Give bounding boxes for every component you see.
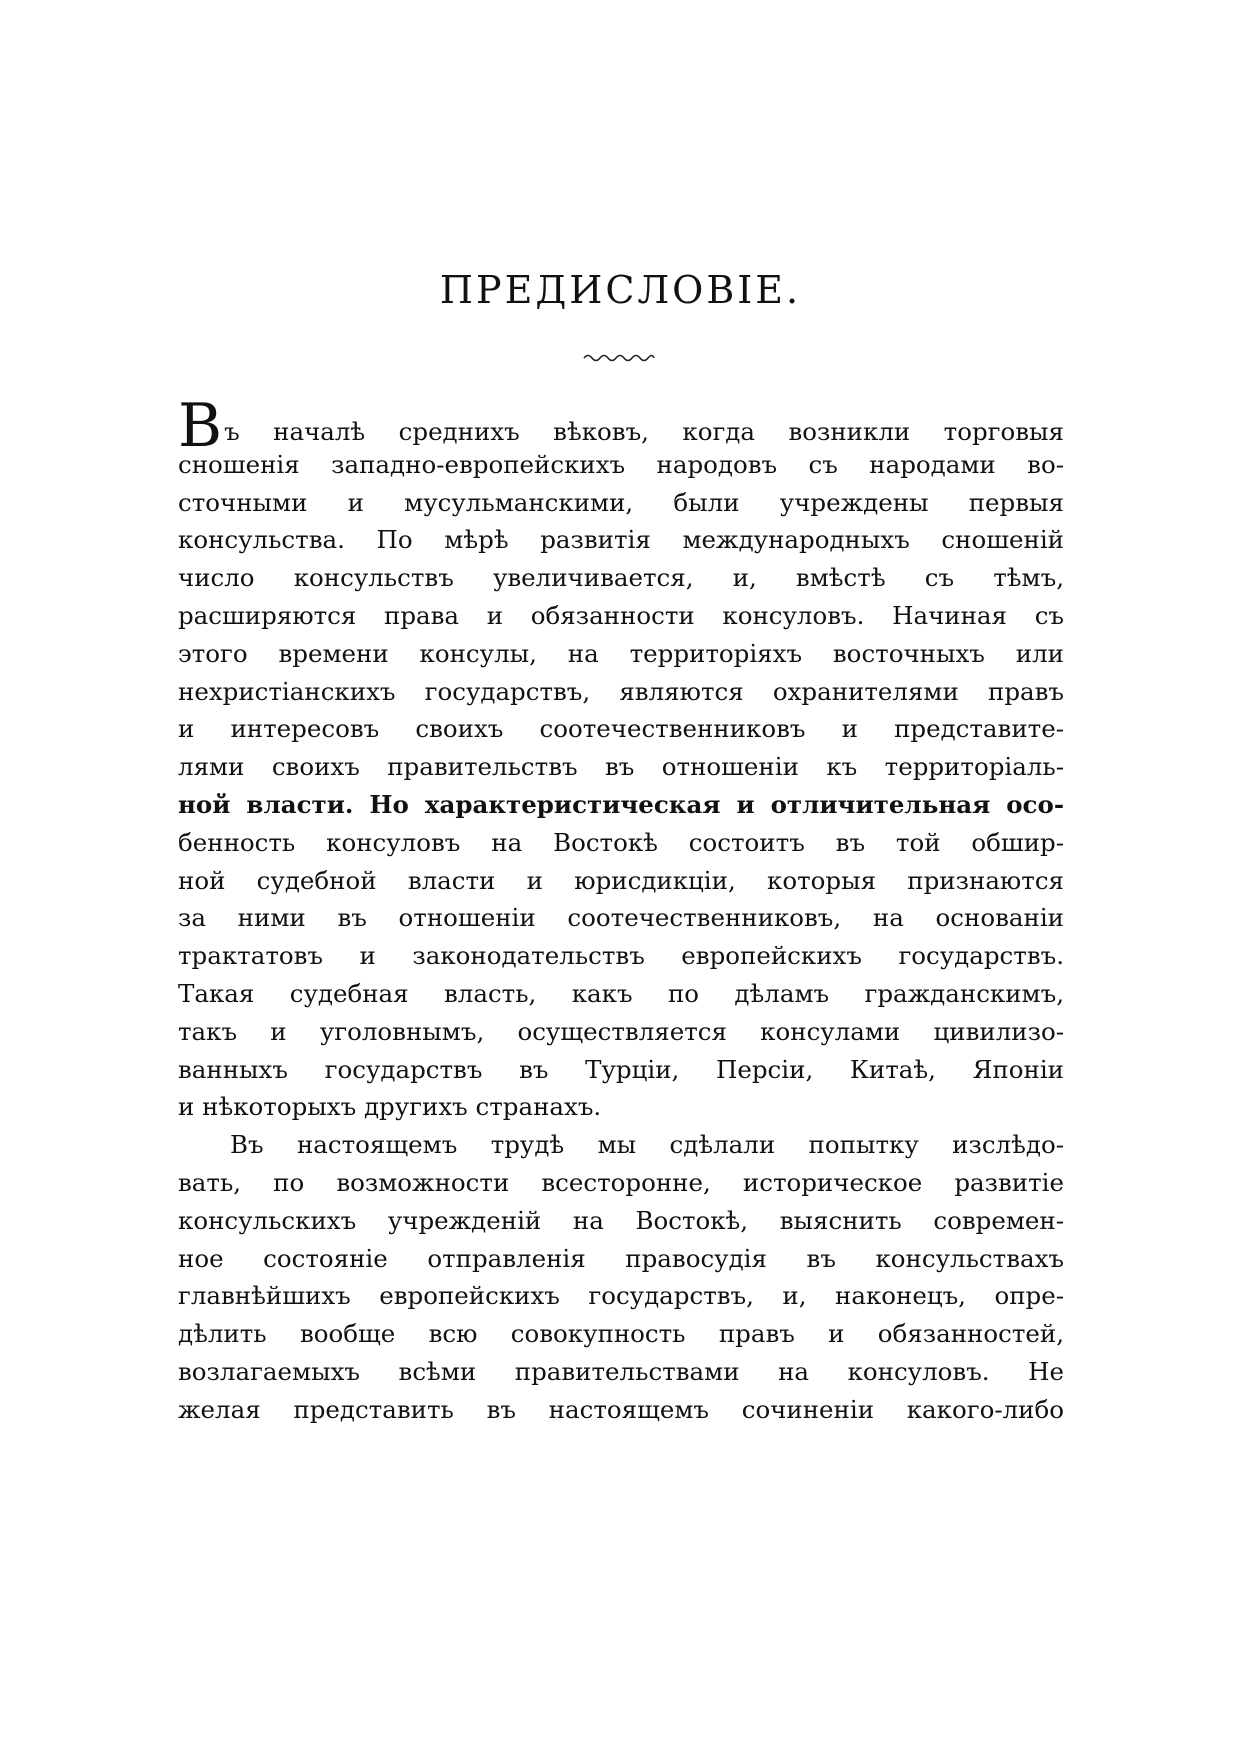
- text-line: возлагаемыхъ всѣми правительствами на консуловъ. Не: [178, 1356, 1064, 1386]
- text-line: [178, 391, 1064, 461]
- text-line: и нѣкоторыхъ другихъ странахъ.: [178, 1092, 602, 1122]
- text-line: нехристіанскихъ государствъ, являются охранителями правъ: [178, 676, 1064, 706]
- text-line: такъ и уголовнымъ, осуществляется консулами цивилизо-: [178, 1016, 1064, 1046]
- body-text: [178, 391, 1064, 1429]
- text-line: желая представить въ настоящемъ сочиненіи какого-либо: [178, 1394, 1064, 1424]
- text-line: Такая судебная власть, какъ по дѣламъ гражданскимъ,: [178, 978, 1064, 1008]
- wave-ornament-icon: [582, 352, 656, 364]
- text-line: консульскихъ учрежденій на Востокѣ, выяснить современ-: [178, 1205, 1064, 1235]
- text-line-rest: ъ началѣ среднихъ вѣковъ, когда возникли торговыя: [224, 417, 1064, 446]
- text-line: главнѣйшихъ европейскихъ государствъ, и, наконецъ, опре-: [178, 1281, 1064, 1311]
- text-line: число консульствъ увеличивается, и, вмѣстѣ съ тѣмъ,: [178, 563, 1064, 593]
- text-line: дѣлить вообще всю совокупность правъ и обязанностей,: [178, 1319, 1064, 1349]
- text-line: за ними въ отношеніи соотечественниковъ, на основаніи: [178, 903, 1064, 933]
- text-line: и интересовъ своихъ соотечественниковъ и представите-: [178, 714, 1064, 744]
- text-line: ное состояніе отправленія правосудія въ консульствахъ: [178, 1243, 1064, 1273]
- text-line: лями своихъ правительствъ въ отношеніи къ территоріаль-: [178, 752, 1064, 782]
- paragraph: [178, 1126, 1064, 1428]
- text-line: трактатовъ и законодательствъ европейскихъ государствъ.: [178, 941, 1064, 971]
- text-line: ванныхъ государствъ въ Турціи, Персіи, Китаѣ, Японіи: [178, 1054, 1064, 1084]
- text-line: расширяются права и обязанности консуловъ. Начиная съ: [178, 600, 1064, 630]
- text-line: этого времени консулы, на территоріяхъ восточныхъ или: [178, 638, 1064, 668]
- paragraph: [178, 391, 1064, 1126]
- text-line: Въ настоящемъ трудѣ мы сдѣлали попытку изслѣдо-: [230, 1130, 1064, 1160]
- text-line: ной судебной власти и юрисдикціи, которыя признаются: [178, 865, 1064, 895]
- drop-cap: В: [178, 391, 223, 461]
- text-line: ной власти. Но характеристическая и отличительная осо-: [178, 789, 1064, 819]
- text-line: сточными и мусульманскими, были учреждены первыя: [178, 487, 1064, 517]
- text-line: консульства. По мѣрѣ развитія международныхъ сношеній: [178, 525, 1064, 555]
- text-line: бенность консуловъ на Востокѣ состоитъ въ той обшир-: [178, 827, 1064, 857]
- text-line: вать, по возможности всесторонне, историческое развитіе: [178, 1167, 1064, 1197]
- text-line: сношенія западно-европейскихъ народовъ съ народами во-: [178, 449, 1064, 479]
- page-heading: ПРЕДИСЛОВІЕ.: [439, 268, 802, 312]
